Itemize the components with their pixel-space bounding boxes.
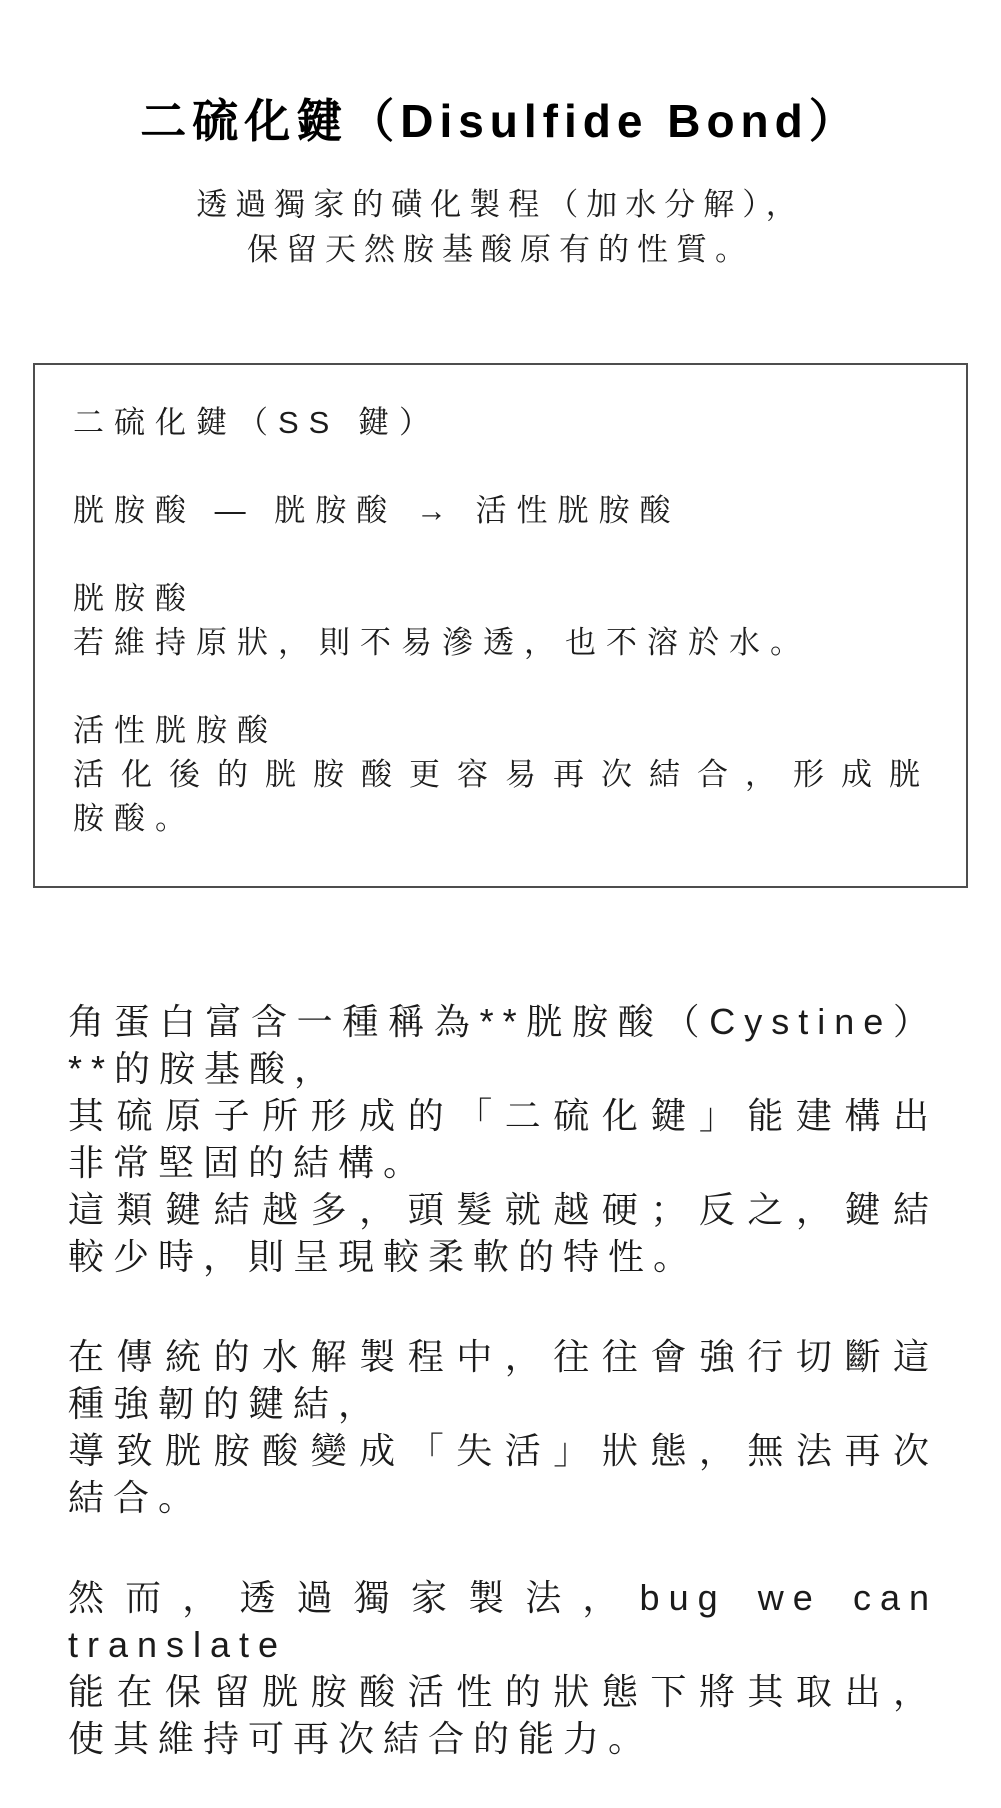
body-line: 結合。 [68, 1477, 204, 1518]
paragraph-proprietary-method [68, 1574, 938, 1762]
page-subtitle [0, 182, 1001, 272]
box-heading: 二硫化鍵（SS 鍵） [73, 405, 440, 440]
box-blank-line [73, 665, 930, 709]
body-line: 使其維持可再次結合的能力。 [68, 1718, 654, 1759]
term-cystine-label: 胱胺酸 [73, 581, 196, 616]
body-line: 較少時，則呈現較柔軟的特性。 [68, 1236, 699, 1277]
box-blank-line [73, 445, 930, 489]
body-line: translate [68, 1624, 288, 1665]
body-line: 其硫原子所形成的「二硫化鍵」能建構出 [68, 1095, 938, 1136]
reaction-diagram-line: 胱胺酸 — 胱胺酸 → 活性胱胺酸 [73, 493, 681, 528]
page-title: 二硫化鍵（Disulfide Bond） [140, 95, 861, 147]
term-cystine-description: 若維持原狀，則不易滲透，也不溶於水。 [73, 625, 811, 660]
body-line: 能在保留胱胺酸活性的狀態下將其取出， [68, 1671, 938, 1712]
body-text [68, 998, 938, 1762]
body-line: 非常堅固的結構。 [68, 1142, 429, 1183]
term-active-cystine-description: 活化後的胱胺酸更容易再次結合，形成胱 [73, 757, 930, 792]
term-active-cystine-description: 胺酸。 [73, 801, 196, 836]
subtitle-line: 透過獨家的磺化製程（加水分解）， [196, 187, 805, 222]
body-line: 導致胱胺酸變成「失活」狀態，無法再次 [68, 1430, 938, 1471]
body-line: 在傳統的水解製程中，往往會強行切斷這 [68, 1336, 938, 1377]
body-line: 然而，透過獨家製法，bug we can [68, 1577, 938, 1618]
term-active-cystine-label: 活性胱胺酸 [73, 713, 278, 748]
ss-bond-info-box [33, 363, 968, 888]
paragraph-keratin [68, 998, 938, 1280]
paragraph-traditional-hydrolysis [68, 1333, 938, 1521]
subtitle-line: 保留天然胺基酸原有的性質。 [247, 232, 754, 267]
body-line: **的胺基酸， [68, 1048, 340, 1089]
body-line: 種強韌的鍵結， [68, 1383, 384, 1424]
box-blank-line [73, 533, 930, 577]
body-line: 這類鍵結越多，頭髮就越硬；反之，鍵結 [68, 1189, 938, 1230]
body-line: 角蛋白富含一種稱為**胱胺酸（Cystine） [68, 1001, 938, 1042]
